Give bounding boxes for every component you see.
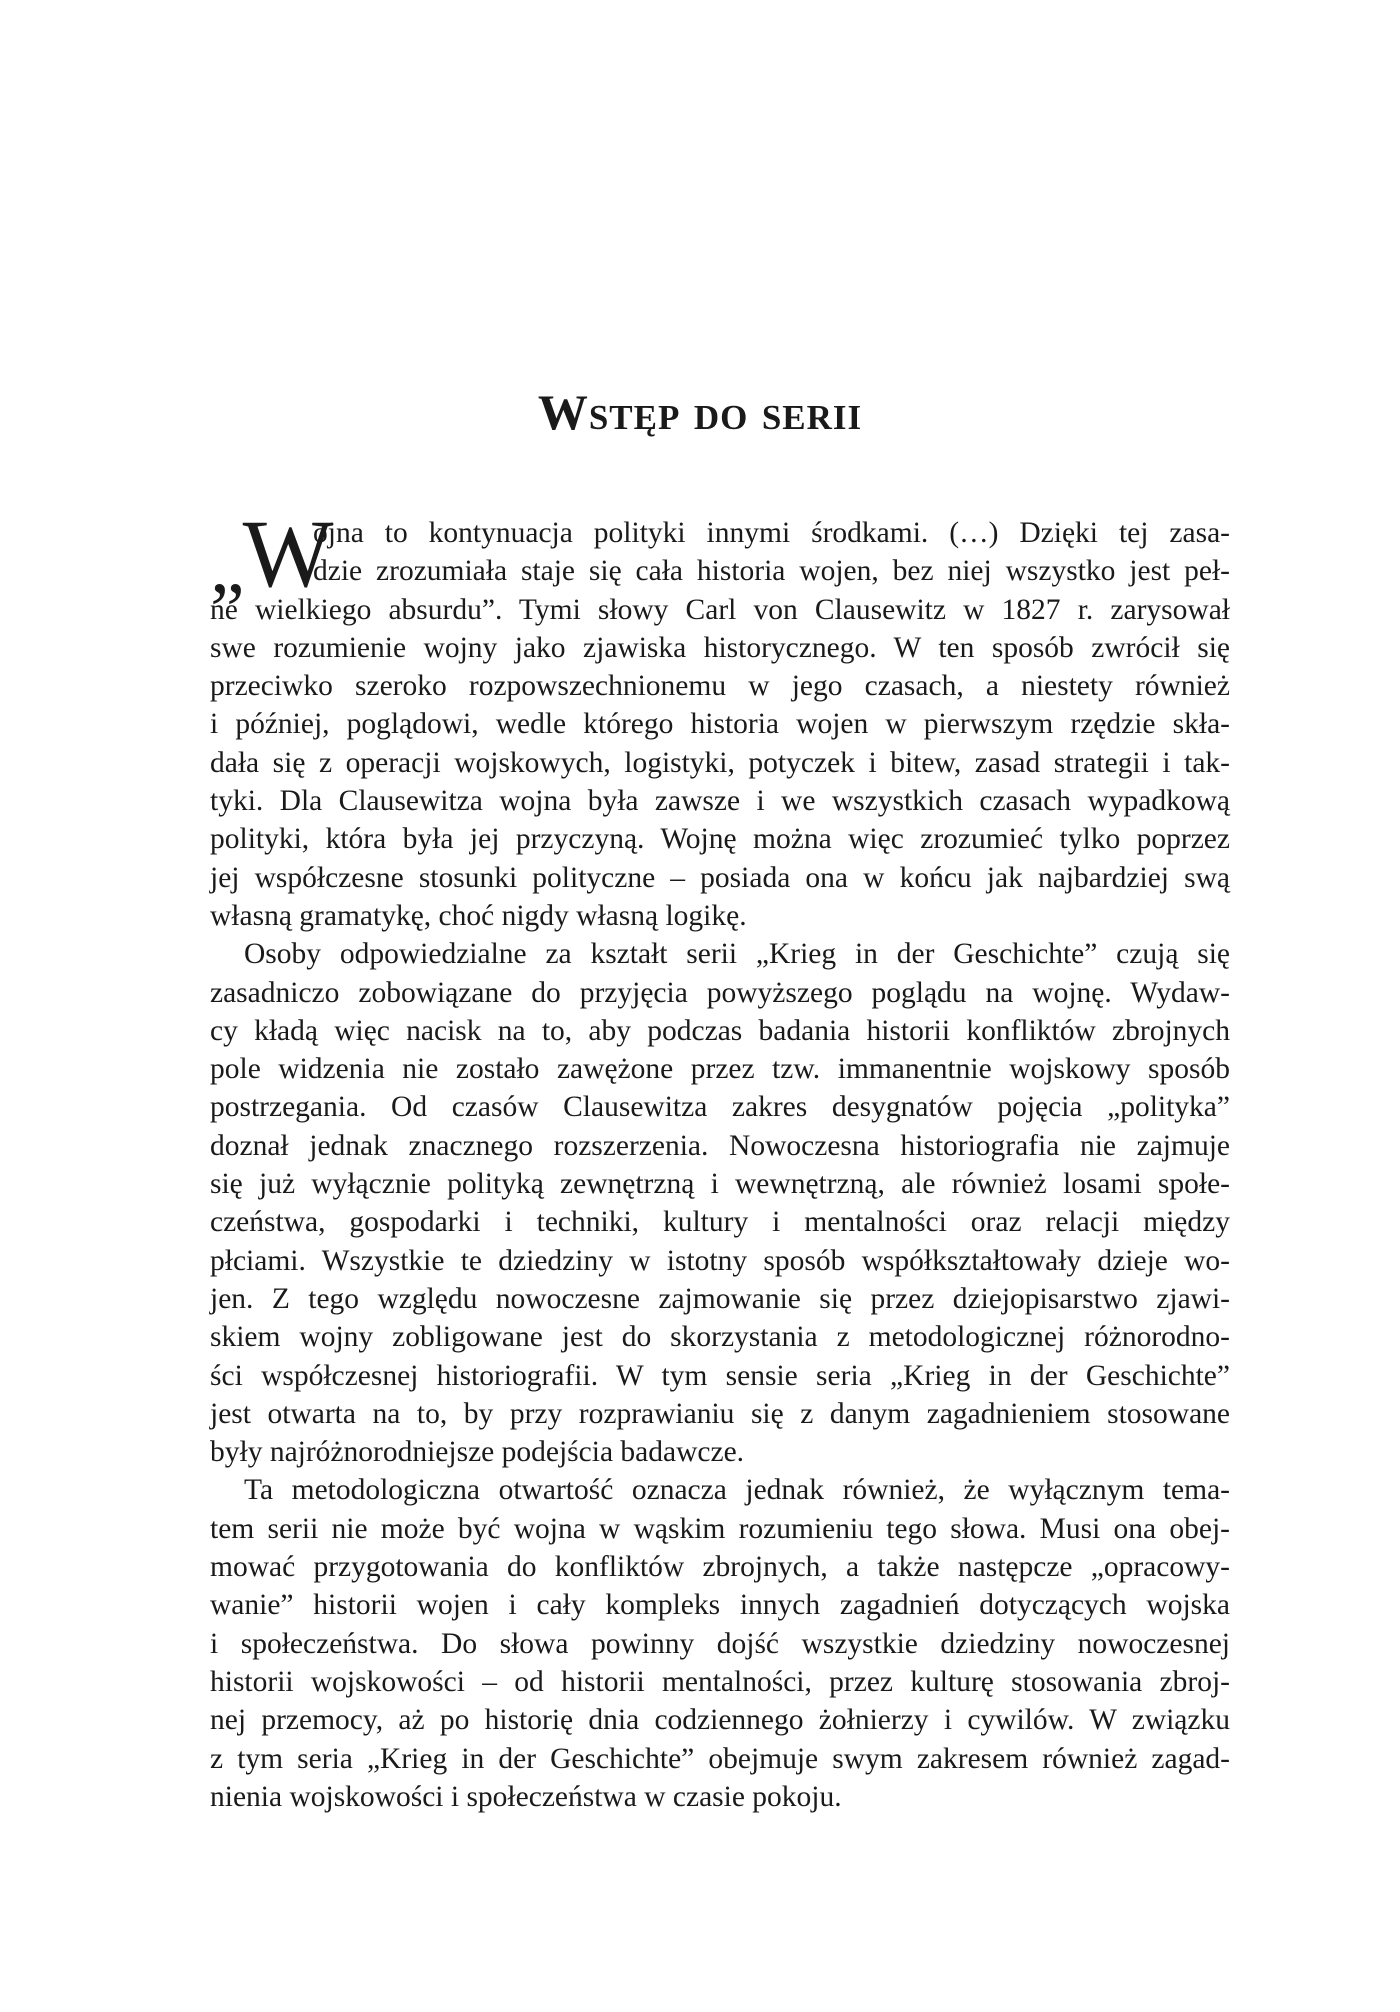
text-line: nienia wojskowości i społeczeństwa w czasie pokoju.: [210, 1780, 842, 1813]
text-line: mować przygotowania do konfliktów zbrojnych, a także następcze „opracowy-: [210, 1551, 1230, 1584]
text-line: Osoby odpowiedzialne za kształt serii „Krieg in der Geschichte” czują się: [244, 938, 1230, 971]
text-line: i społeczeństwa. Do słowa powinny dojść wszystkie dziedziny nowoczesnej: [210, 1627, 1230, 1660]
text-line: skiem wojny zobligowane jest do skorzystania z metodologicznej różnorodno-: [210, 1321, 1230, 1354]
text-line: postrzegania. Od czasów Clausewitza zakres desygnatów pojęcia „polityka”: [210, 1091, 1230, 1124]
text-line: ne wielkiego absurdu”. Tymi słowy Carl von Clausewitz w 1827 r. zarysował: [210, 593, 1230, 626]
text-line: swe rozumienie wojny jako zjawiska historycznego. W ten sposób zwrócił się: [210, 631, 1230, 664]
text-line: jest otwarta na to, by przy rozprawianiu się z danym zagadnieniem stosowane: [210, 1397, 1230, 1430]
paragraph-1: [210, 514, 1230, 935]
paragraph-3: [210, 1471, 1230, 1816]
text-line: tem serii nie może być wojna w wąskim rozumieniu tego słowa. Musi ona obej-: [210, 1512, 1230, 1545]
text-line: pole widzenia nie zostało zawężone przez tzw. immanentnie wojskowy sposób: [210, 1053, 1230, 1086]
body-text: [210, 500, 1230, 1816]
text-line: dzie zrozumiała staje się cała historia wojen, bez niej wszystko jest peł-: [313, 555, 1230, 588]
text-line: tyki. Dla Clausewitza wojna była zawsze i we wszystkich czasach wypadkową: [210, 785, 1230, 818]
text-line: własną gramatykę, choć nigdy własną logikę.: [210, 899, 747, 932]
text-line: Ta metodologiczna otwartość oznacza jednak również, że wyłącznym tema-: [244, 1474, 1230, 1507]
paragraph-2: [210, 935, 1230, 1471]
text-line: historii wojskowości – od historii mentalności, przez kulturę stosowania zbroj-: [210, 1665, 1230, 1698]
text-line: czeństwa, gospodarki i techniki, kultury i mentalności oraz relacji między: [210, 1206, 1230, 1239]
text-line: jej współczesne stosunki polityczne – posiada ona w końcu jak najbardziej swą: [210, 861, 1230, 894]
text-line: się już wyłącznie polityką zewnętrzną i wewnętrzną, ale również losami społe-: [210, 1168, 1230, 1201]
text-line: cy kładą więc nacisk na to, aby podczas badania historii konfliktów zbrojnych: [210, 1014, 1230, 1047]
text-line: przeciwko szeroko rozpowszechnionemu w jego czasach, a niestety również: [210, 670, 1230, 703]
drop-cap: [210, 500, 334, 609]
page-title: Wstęp do serii: [537, 383, 863, 440]
text-line: z tym seria „Krieg in der Geschichte” obejmuje swym zakresem również zagad-: [210, 1742, 1230, 1775]
text-line: zasadniczo zobowiązane do przyjęcia powyższego poglądu na wojnę. Wydaw-: [210, 976, 1230, 1009]
text-line: doznał jednak znacznego rozszerzenia. Nowoczesna historiografia nie zajmuje: [210, 1129, 1230, 1162]
text-line: jen. Z tego względu nowoczesne zajmowanie się przez dziejopisarstwo zjawi-: [210, 1282, 1230, 1315]
text-line: i później, poglądowi, wedle którego historia wojen w pierwszym rzędzie skła-: [210, 708, 1230, 741]
text-line: wanie” historii wojen i cały kompleks innych zagadnień dotyczących wojska: [210, 1589, 1230, 1622]
text-line: płciami. Wszystkie te dziedziny w istotny sposób współkształtowały dzieje wo-: [210, 1244, 1230, 1277]
drop-cap-letter: W: [242, 500, 334, 607]
text-line: dała się z operacji wojskowych, logistyki, potyczek i bitew, zasad strategii i tak-: [210, 746, 1230, 779]
text-line: polityki, która była jej przyczyną. Wojnę można więc zrozumieć tylko poprzez: [210, 823, 1230, 856]
drop-cap-quote: „: [210, 522, 245, 609]
text-line: nej przemocy, aż po historię dnia codziennego żołnierzy i cywilów. W związku: [210, 1704, 1230, 1737]
text-line: ojna to kontynuacja polityki innymi środkami. (…) Dzięki tej zasa-: [313, 517, 1230, 549]
text-line: ści współczesnej historiografii. W tym sensie seria „Krieg in der Geschichte”: [210, 1359, 1230, 1392]
text-line: były najróżnorodniejsze podejścia badawcze.: [210, 1436, 745, 1469]
